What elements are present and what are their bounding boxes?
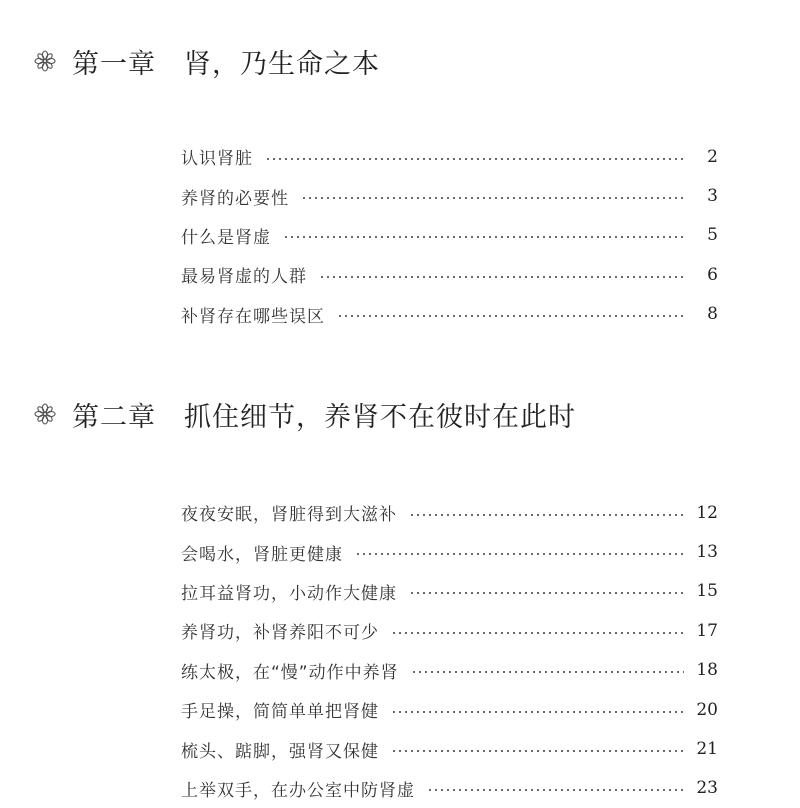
toc-entry[interactable] [181, 493, 718, 532]
toc-entry-title: 补肾存在哪些误区 [181, 306, 325, 327]
chapter-title: 抓住细节，养肾不在彼时在此时 [184, 401, 576, 433]
toc-entry-page: 13 [696, 542, 718, 563]
toc-entry-title: 什么是肾虚 [181, 227, 271, 248]
toc-entry[interactable] [181, 295, 718, 334]
toc-entry-page: 18 [696, 660, 718, 681]
flower-icon [34, 403, 56, 425]
toc-entry[interactable] [181, 769, 718, 808]
dot-leader [283, 236, 684, 238]
toc-entry-title: 养肾功，补肾养阳不可少 [181, 623, 379, 644]
chapter-heading [34, 43, 380, 79]
dot-leader [265, 158, 684, 160]
toc-entry[interactable] [181, 137, 718, 176]
dot-leader [427, 789, 684, 791]
chapter-number: 第一章 [72, 48, 156, 80]
toc-entry-page: 8 [707, 304, 718, 325]
toc-entry-page: 17 [696, 620, 718, 641]
chapter-number: 第二章 [72, 401, 156, 433]
toc-entry[interactable] [181, 255, 718, 294]
toc-entry-page: 21 [696, 739, 718, 760]
toc-entry-title: 夜夜安眠，肾脏得到大滋补 [181, 505, 397, 526]
toc-list [181, 493, 718, 808]
toc-entry[interactable] [181, 176, 718, 215]
dot-leader [355, 553, 684, 555]
dot-leader [301, 197, 684, 199]
toc-entry[interactable] [181, 532, 718, 571]
toc-entry-page: 20 [696, 699, 718, 720]
toc-list [181, 137, 718, 334]
dot-leader [411, 671, 684, 673]
toc-entry[interactable] [181, 729, 718, 768]
toc-entry-title: 梳头、踮脚，强肾又保健 [181, 741, 379, 762]
dot-leader [319, 276, 684, 278]
toc-entry-title: 手足操，简简单单把肾健 [181, 702, 379, 723]
dot-leader [391, 632, 684, 634]
dot-leader [337, 315, 684, 317]
dot-leader [391, 750, 684, 752]
toc-entry-title: 养肾的必要性 [181, 188, 289, 209]
toc-entry-page: 12 [696, 502, 718, 523]
toc-entry[interactable] [181, 572, 718, 611]
dot-leader [409, 592, 684, 594]
chapter-title: 肾，乃生命之本 [184, 48, 380, 80]
toc-entry-title: 认识肾脏 [181, 149, 253, 170]
toc-entry[interactable] [181, 651, 718, 690]
toc-entry-title: 练太极，在“慢”动作中养肾 [181, 662, 399, 683]
toc-entry-title: 上举双手，在办公室中防肾虚 [181, 780, 415, 801]
toc-entry-page: 23 [696, 778, 718, 799]
chapter-heading [34, 396, 576, 432]
toc-entry-title: 会喝水，肾脏更健康 [181, 544, 343, 565]
dot-leader [409, 514, 684, 516]
toc-entry-page: 3 [707, 186, 718, 207]
toc-entry-title: 最易肾虚的人群 [181, 267, 307, 288]
dot-leader [391, 711, 684, 713]
toc-entry-page: 15 [696, 581, 718, 602]
toc-entry[interactable] [181, 216, 718, 255]
toc-entry-page: 2 [707, 146, 718, 167]
toc-entry-page: 5 [707, 225, 718, 246]
toc-entry[interactable] [181, 611, 718, 650]
toc-entry[interactable] [181, 690, 718, 729]
toc-entry-title: 拉耳益肾功，小动作大健康 [181, 583, 397, 604]
flower-icon [34, 50, 56, 72]
toc-entry-page: 6 [707, 264, 718, 285]
